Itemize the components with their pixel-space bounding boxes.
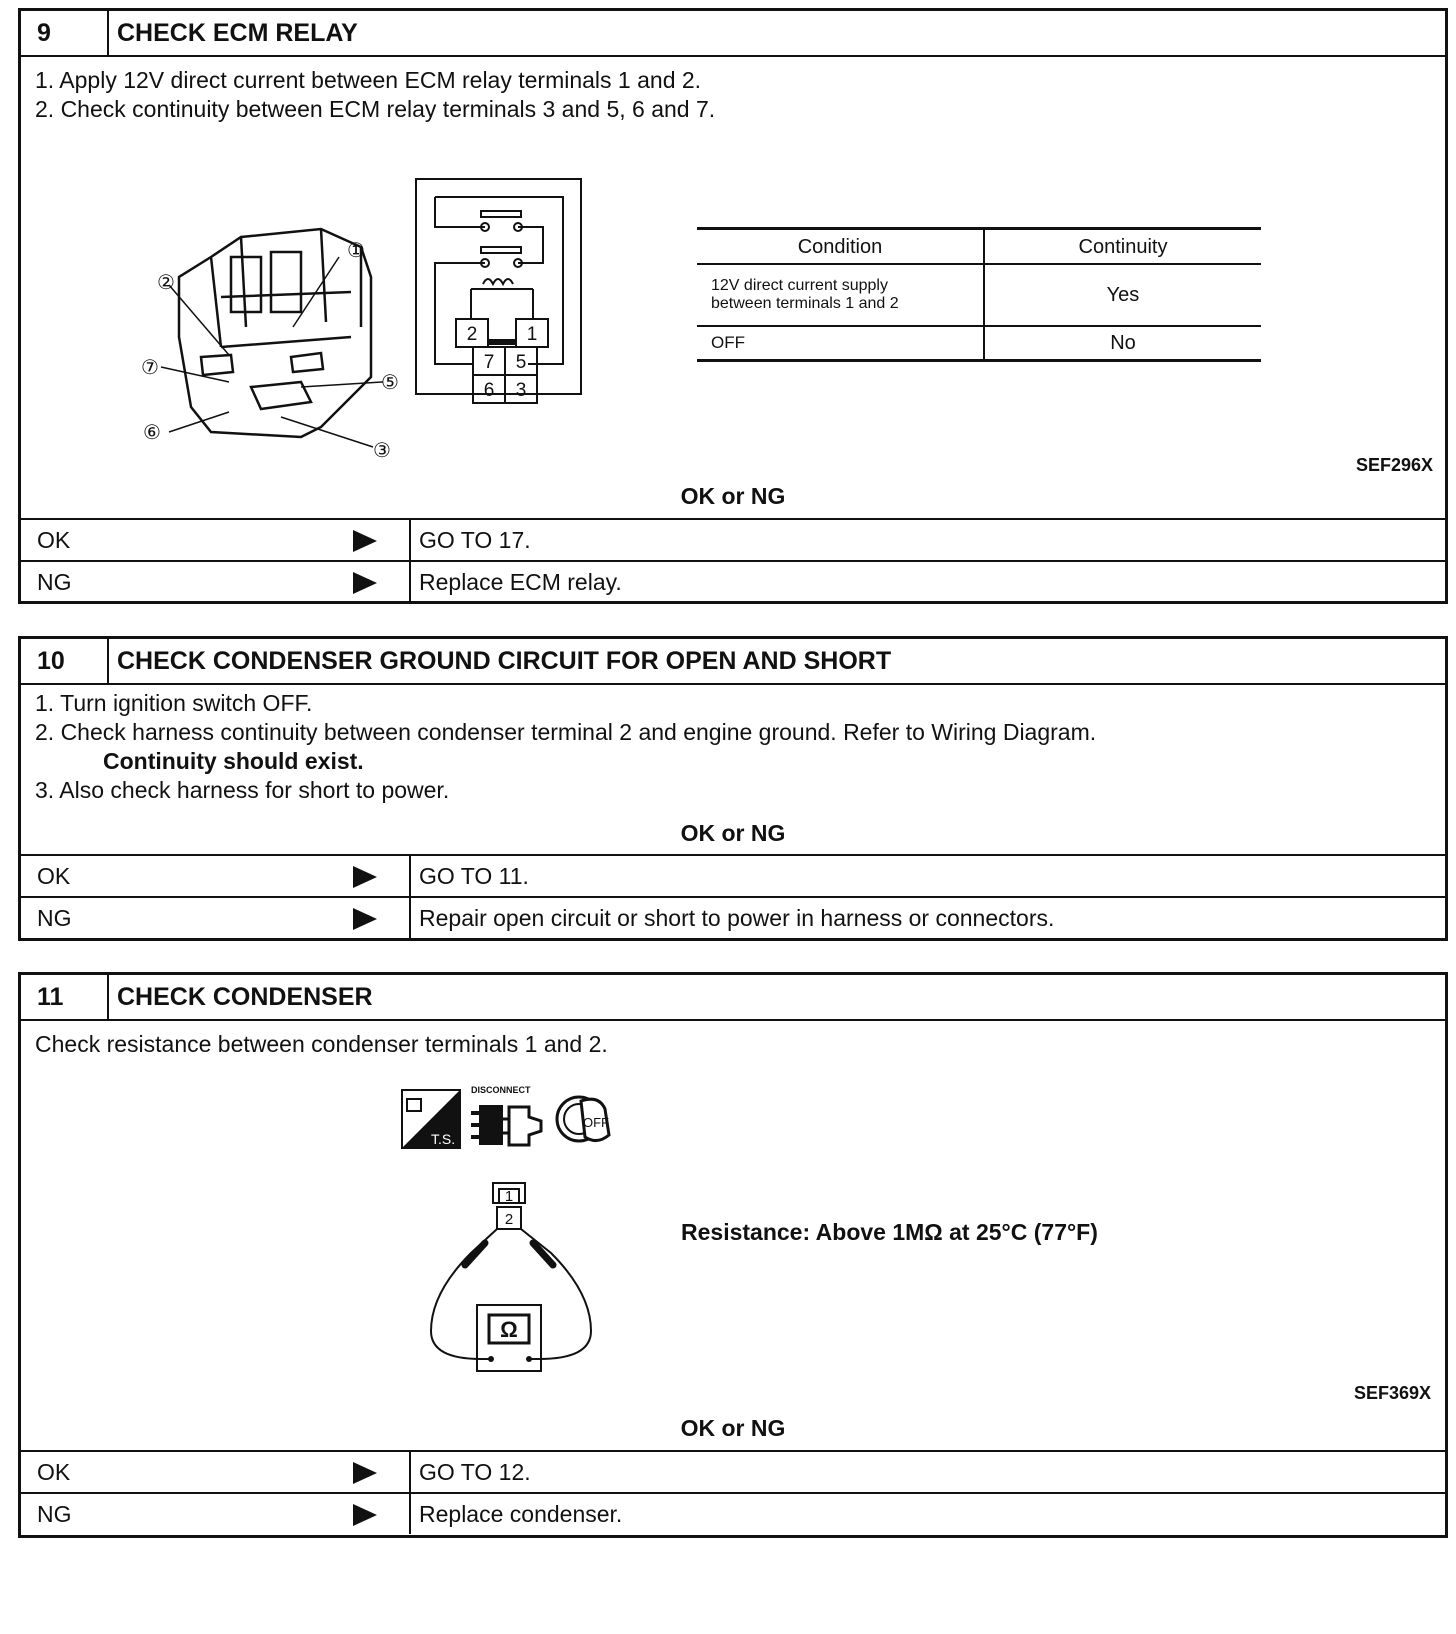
col-condition: Condition xyxy=(697,229,984,265)
terminal-1: 1 xyxy=(504,1188,514,1205)
ohm-symbol: Ω xyxy=(500,1317,518,1342)
arrow-right-icon xyxy=(353,1504,377,1526)
callout-3: ③ xyxy=(373,440,391,462)
callout-5: ⑤ xyxy=(381,372,399,394)
step-number: 11 xyxy=(21,975,109,1019)
resistance-spec: Resistance: Above 1MΩ at 25°C (77°F) xyxy=(681,1219,1098,1245)
off-label: OFF xyxy=(583,1115,609,1130)
step-header xyxy=(21,975,1445,1021)
ok-ng-heading: OK or NG xyxy=(680,1415,786,1441)
result-row-ng xyxy=(21,560,1445,602)
callout-2: ② xyxy=(157,272,175,294)
step-header xyxy=(21,639,1445,685)
result-label: NG xyxy=(37,904,72,931)
instruction-2: 2. Check continuity between ECM relay terminals 3 and 5, 6 and 7. xyxy=(35,96,716,122)
result-label: OK xyxy=(37,1458,71,1485)
cell-continuity: Yes xyxy=(984,264,1261,326)
callout-1: ① xyxy=(347,240,365,262)
step-title: CHECK CONDENSER GROUND CIRCUIT FOR OPEN AND SHORT xyxy=(117,646,892,675)
terminal-1: 1 xyxy=(526,324,538,345)
arrow-right-icon xyxy=(353,908,377,930)
cell-condition: OFF xyxy=(697,326,984,360)
step-body xyxy=(21,1021,1445,1451)
terminal-6: 6 xyxy=(483,380,495,401)
step-number: 10 xyxy=(21,639,109,683)
col-continuity: Continuity xyxy=(984,229,1261,265)
result-action: Replace ECM relay. xyxy=(419,568,622,595)
terminal-5: 5 xyxy=(515,352,527,373)
result-row-ok xyxy=(21,518,1445,560)
arrow-right-icon xyxy=(353,866,377,888)
result-row-ng xyxy=(21,896,1445,938)
arrow-right-icon xyxy=(353,1462,377,1484)
figure-code: SEF369X xyxy=(1353,1383,1431,1403)
ohmmeter-diagram xyxy=(421,1181,621,1391)
step-header xyxy=(21,11,1445,57)
instruction-2: 2. Check harness continuity between condenser terminal 2 and engine ground. Refer to Wiring Diagram. xyxy=(35,719,1097,745)
continuity-table xyxy=(697,227,1261,362)
terminal-2: 2 xyxy=(466,324,478,345)
step-title: CHECK CONDENSER xyxy=(117,982,373,1011)
result-action: Repair open circuit or short to power in harness or connectors. xyxy=(419,904,1055,931)
callout-6: ⑥ xyxy=(143,422,161,444)
result-label: NG xyxy=(37,568,72,595)
cell-condition: 12V direct current supply between terminals 1 and 2 xyxy=(697,264,984,326)
terminal-2: 2 xyxy=(504,1211,514,1228)
step-body xyxy=(21,685,1445,855)
ok-ng-heading: OK or NG xyxy=(680,483,786,509)
terminal-7: 7 xyxy=(483,352,495,373)
step-number: 9 xyxy=(21,11,109,55)
relay-diagram xyxy=(121,177,431,477)
result-label: OK xyxy=(37,526,71,553)
result-action: GO TO 12. xyxy=(419,1458,531,1485)
terminal-3: 3 xyxy=(515,380,527,401)
figure-code: SEF296X xyxy=(1355,455,1433,475)
ok-ng-heading: OK or NG xyxy=(680,820,786,846)
arrow-right-icon xyxy=(353,572,377,594)
cell-continuity: No xyxy=(984,326,1261,360)
result-action: GO TO 17. xyxy=(419,526,531,553)
result-label: NG xyxy=(37,1500,72,1527)
result-action: Replace condenser. xyxy=(419,1500,623,1527)
ts-label: T.S. xyxy=(431,1131,456,1147)
result-row-ok xyxy=(21,854,1445,896)
step-10 xyxy=(18,636,1448,941)
relay-schematic xyxy=(413,169,593,459)
step-11 xyxy=(18,972,1448,1538)
step-title: CHECK ECM RELAY xyxy=(117,18,358,47)
ts-icon xyxy=(401,1089,461,1149)
disconnect-label: DISCONNECT xyxy=(471,1085,531,1095)
arrow-right-icon xyxy=(353,530,377,552)
callout-7: ⑦ xyxy=(141,357,159,379)
instruction-note: Continuity should exist. xyxy=(103,748,364,774)
result-row-ng xyxy=(21,1492,1445,1534)
result-row-ok xyxy=(21,1450,1445,1492)
instruction-1: 1. Turn ignition switch OFF. xyxy=(35,690,313,716)
instruction-1: Check resistance between condenser terminals 1 and 2. xyxy=(35,1031,608,1057)
disconnect-icon xyxy=(469,1083,549,1151)
result-label: OK xyxy=(37,862,71,889)
instruction-1: 1. Apply 12V direct current between ECM relay terminals 1 and 2. xyxy=(35,67,702,93)
step-body xyxy=(21,57,1445,517)
step-9 xyxy=(18,8,1448,604)
ignition-off-icon xyxy=(553,1087,617,1151)
instruction-3: 3. Also check harness for short to power. xyxy=(35,777,450,803)
result-action: GO TO 11. xyxy=(419,862,529,889)
